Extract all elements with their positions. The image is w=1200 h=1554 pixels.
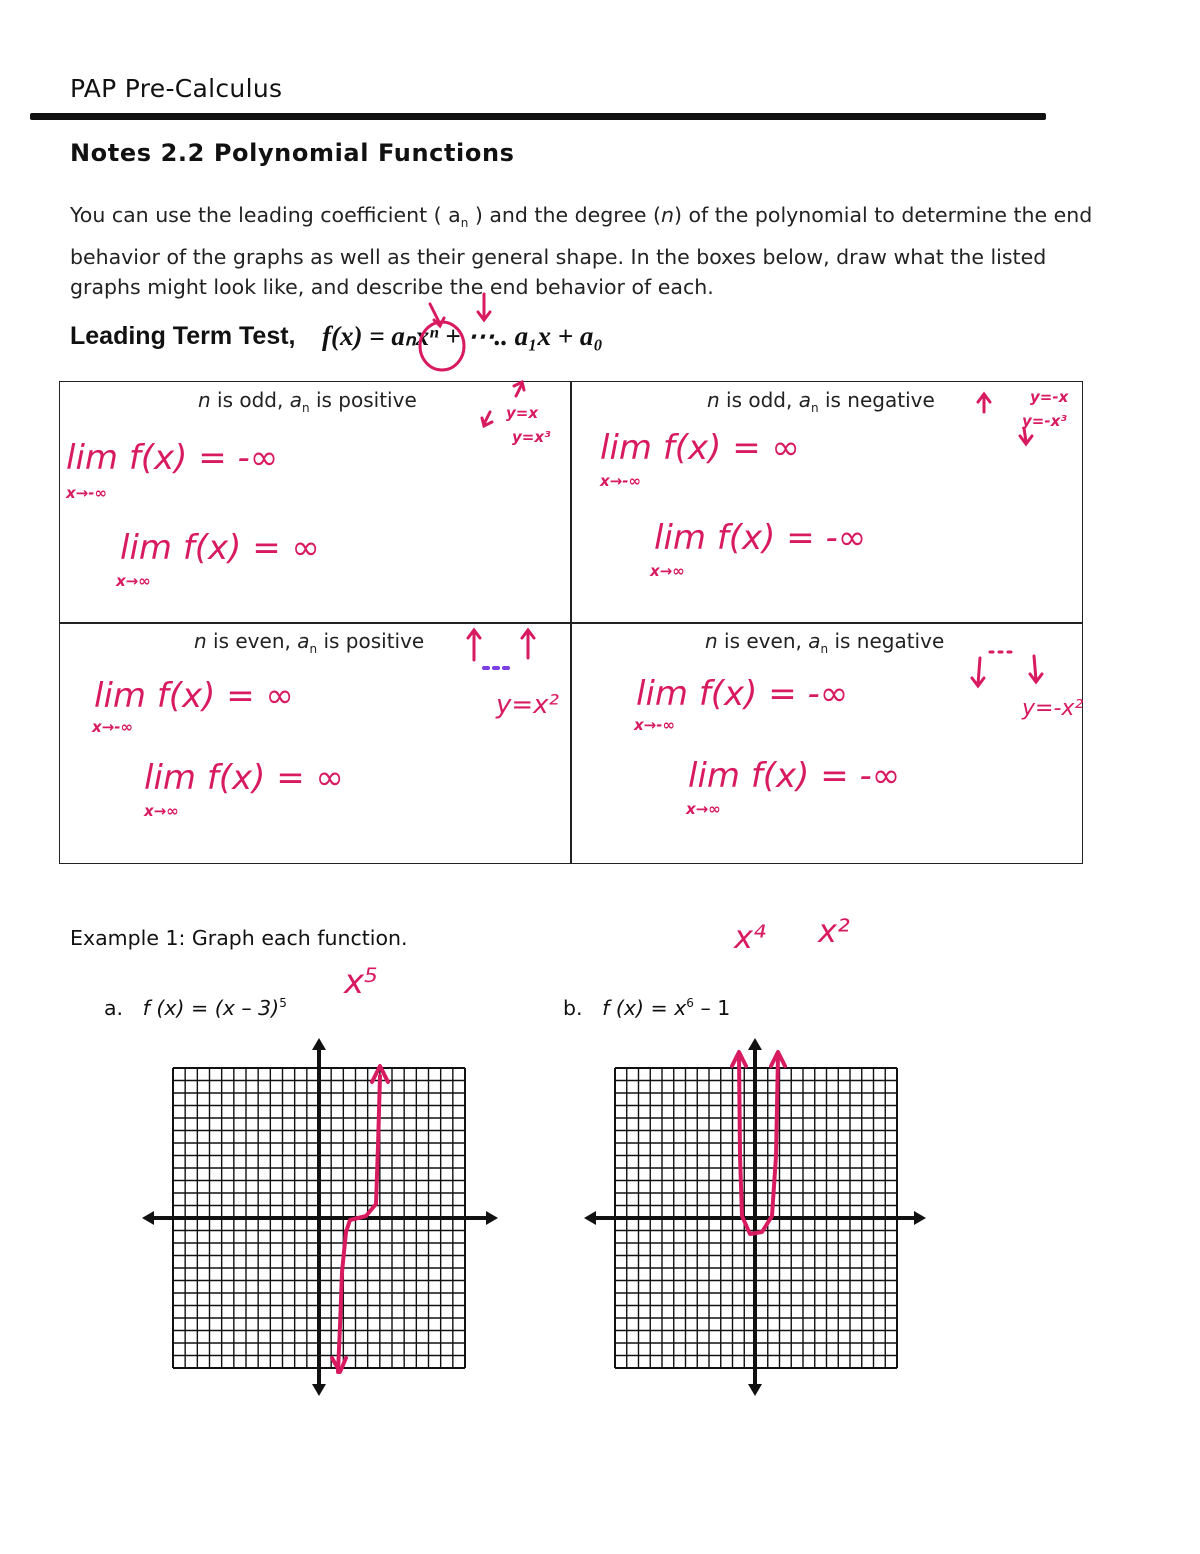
intro-paragraph <box>70 198 1140 304</box>
x-axis-right-arrow <box>914 1211 926 1225</box>
notes-title: Notes 2.2 Polynomial Functions <box>70 139 515 167</box>
cell-even-positive-label: n is even, $a_n$ is positive <box>194 629 425 656</box>
cell-even-positive-limit-2: lim f(x) = ∞ <box>144 758 344 798</box>
cell-odd-positive-limit-2: lim f(x) = ∞ <box>120 528 320 568</box>
intro-line-1: You can use the leading coefficient ( $a_n$ ) and the degree (n) of the polynomial to determine the end <box>70 203 1093 231</box>
cell-even-positive-arrows <box>460 624 550 678</box>
y-axis-bottom-arrow <box>312 1384 326 1396</box>
x-axis-right-arrow <box>486 1211 498 1225</box>
intro-line-3: graphs might look like, and describe the end behavior of each. <box>70 275 714 300</box>
cell-even-negative-limit-1: lim f(x) = -∞ <box>636 674 849 714</box>
table-divider-horizontal <box>59 622 1083 624</box>
leading-term-formula: f(x) = aₙxⁿ + ⋯.. a₁x + a₀ <box>322 321 603 351</box>
example-title: Example 1: Graph each function. <box>70 926 408 950</box>
cell-even-negative-label: n is even, $a_n$ is negative <box>705 629 945 656</box>
cell-odd-negative-arrows <box>970 388 1040 448</box>
cell-even-negative-limit-2-sub: x→∞ <box>686 800 721 818</box>
cell-odd-positive-label: n is odd, $a_n$ is positive <box>198 388 417 415</box>
header-rule <box>30 113 1046 120</box>
example-b-ink-note-1: x⁴ <box>734 918 766 956</box>
cell-odd-positive-limit-1-sub: x→-∞ <box>66 484 107 502</box>
cell-odd-positive-note-2: y=x³ <box>512 428 551 446</box>
cell-even-positive-limit-1-sub: x→-∞ <box>92 718 133 736</box>
cell-odd-positive-note-1: y=x <box>506 404 539 422</box>
graph-b[interactable] <box>582 1036 928 1398</box>
cell-odd-positive-limit-1: lim f(x) = -∞ <box>66 438 279 478</box>
y-axis-top-arrow <box>312 1038 326 1050</box>
example-b-ink-note-2: x² <box>818 912 850 950</box>
example-b-function: b. f $(x) = x^6 - 1$ <box>563 996 731 1020</box>
cell-odd-negative-label: n is odd, $a_n$ is negative <box>707 388 935 415</box>
cell-odd-negative-limit-2: lim f(x) = -∞ <box>654 518 867 558</box>
leading-term-label: Leading Term Test, <box>70 322 296 350</box>
cell-odd-negative-limit-1: lim f(x) = ∞ <box>600 428 800 468</box>
example-a-function: a. f (x) = (x – 3)$^5$ <box>104 996 287 1020</box>
cell-odd-negative-limit-1-sub: x→-∞ <box>600 472 641 490</box>
cell-odd-negative-note-1: y=-x <box>1030 388 1069 406</box>
cell-odd-negative-note-2: y=-x³ <box>1022 412 1067 430</box>
y-axis-bottom-arrow <box>748 1384 762 1396</box>
cell-even-positive-limit-2-sub: x→∞ <box>144 802 179 820</box>
graph-a[interactable] <box>140 1036 500 1398</box>
cell-odd-negative-limit-2-sub: x→∞ <box>650 562 685 580</box>
example-a-ink-note: x⁵ <box>344 962 378 1002</box>
course-title: PAP Pre-Calculus <box>70 74 283 103</box>
cell-even-positive-limit-1: lim f(x) = ∞ <box>94 676 294 716</box>
cell-even-negative-limit-1-sub: x→-∞ <box>634 716 675 734</box>
curve-path <box>338 1076 380 1372</box>
cell-even-negative-note-1: y=-x² <box>1022 696 1084 721</box>
y-axis-top-arrow <box>748 1038 762 1050</box>
x-axis-left-arrow <box>584 1211 596 1225</box>
cell-odd-positive-limit-2-sub: x→∞ <box>116 572 151 590</box>
intro-line-2: behavior of the graphs as well as their general shape. In the boxes below, draw what the listed <box>70 245 1047 270</box>
cell-odd-positive-arrows <box>470 378 530 438</box>
cell-even-positive-note-1: y=x² <box>496 690 559 720</box>
cell-even-negative-limit-2: lim f(x) = -∞ <box>688 756 901 796</box>
x-axis-left-arrow <box>142 1211 154 1225</box>
cell-even-negative-arrows <box>966 640 1056 696</box>
